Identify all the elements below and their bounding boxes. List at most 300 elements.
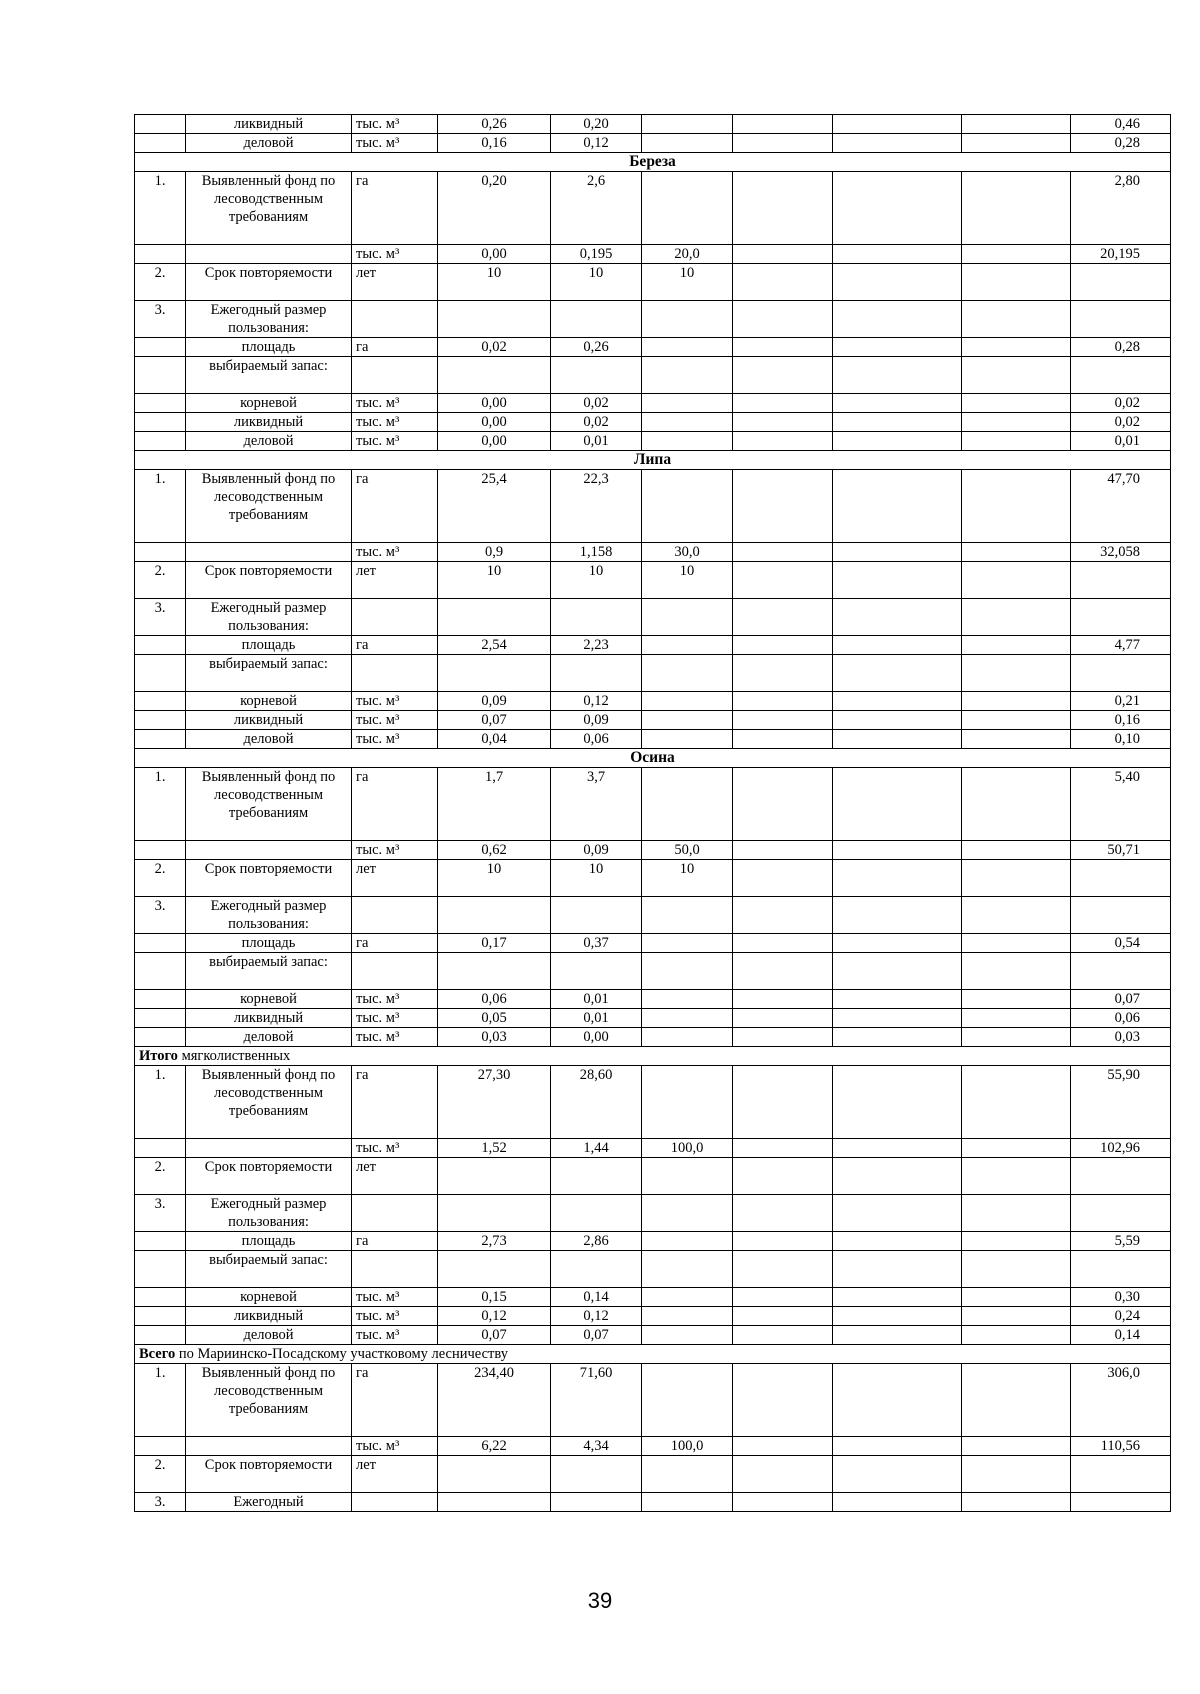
table-cell: ликвидный [186,711,352,730]
table-cell [962,413,1071,432]
table-cell: тыс. м³ [352,1288,438,1307]
table-cell [438,1493,551,1512]
table-cell: 10 [551,860,642,897]
table-cell: 2. [135,1456,186,1493]
table-cell [642,768,733,841]
table-cell [352,897,438,934]
table-cell: Ежегодный размер пользования: [186,599,352,636]
table-cell [962,768,1071,841]
table-cell: 0,01 [551,990,642,1009]
table-cell: 0,24 [1071,1307,1171,1326]
table-cell: 55,90 [1071,1066,1171,1139]
table-cell: корневой [186,990,352,1009]
table-cell: 0,00 [551,1028,642,1047]
table-cell: 0,195 [551,245,642,264]
table-row [135,655,1171,692]
table-cell [833,636,962,655]
table-cell: выбираемый запас: [186,357,352,394]
group-title-rest: мягколиственных [181,1048,291,1064]
table-cell [642,1307,733,1326]
table-cell: выбираемый запас: [186,1251,352,1288]
table-cell [962,636,1071,655]
table-cell [642,413,733,432]
table-row [135,1009,1171,1028]
table-cell: лет [352,562,438,599]
table-cell [135,413,186,432]
table-cell [962,394,1071,413]
table-cell [733,1456,833,1493]
table-cell [438,953,551,990]
table-cell: 2,86 [551,1232,642,1251]
table-cell [733,990,833,1009]
table-row [135,636,1171,655]
table-cell [833,953,962,990]
table-cell: 0,16 [1071,711,1171,730]
table-cell [962,1437,1071,1456]
table-cell: тыс. м³ [352,730,438,749]
table-cell [733,1288,833,1307]
table-cell: га [352,1066,438,1139]
table-cell: Срок повторяемости [186,1456,352,1493]
table-cell: 0,26 [551,338,642,357]
table-cell [551,301,642,338]
table-cell [135,134,186,153]
table-cell: 234,40 [438,1364,551,1437]
table-cell [833,172,962,245]
table-cell: 0,01 [551,1009,642,1028]
table-cell [962,730,1071,749]
table-row [135,990,1171,1009]
table-cell: тыс. м³ [352,1326,438,1345]
table-cell: 3. [135,1493,186,1512]
table-row [135,953,1171,990]
table-cell: 1,52 [438,1139,551,1158]
table-cell: 0,07 [438,1326,551,1345]
table-cell: корневой [186,692,352,711]
table-row [135,1139,1171,1158]
table-cell [1071,1195,1171,1232]
table-cell [642,1195,733,1232]
table-cell [551,655,642,692]
section-title: Осина [135,749,1171,768]
table-cell [962,1066,1071,1139]
table-cell [135,1139,186,1158]
table-cell: 0,06 [438,990,551,1009]
table-cell [962,1493,1071,1512]
table-cell: 0,00 [438,413,551,432]
group-title [135,1345,1171,1364]
table-cell [733,1251,833,1288]
table-cell [352,1251,438,1288]
table-cell: тыс. м³ [352,841,438,860]
table-cell [833,1307,962,1326]
table-cell [438,357,551,394]
table-cell [733,692,833,711]
table-cell: 0,10 [1071,730,1171,749]
table-cell [833,134,962,153]
table-cell: 3. [135,897,186,934]
table-cell: 30,0 [642,543,733,562]
table-cell [733,1364,833,1437]
table-cell: 0,26 [438,115,551,134]
table-cell [733,841,833,860]
table-cell [833,990,962,1009]
table-cell [642,599,733,636]
table-cell [551,953,642,990]
forest-use-table [134,114,1171,1512]
table-cell [962,1288,1071,1307]
table-cell: 0,01 [551,432,642,451]
table-row [135,841,1171,860]
table-cell [186,543,352,562]
table-body [135,115,1171,1512]
table-cell: 71,60 [551,1364,642,1437]
table-cell: Выявленный фонд по лесоводственным требованиям [186,1066,352,1139]
group-title-bold: Всего [139,1346,176,1362]
table-cell [1071,953,1171,990]
table-cell [733,711,833,730]
table-cell: 0,14 [551,1288,642,1307]
table-cell: 0,30 [1071,1288,1171,1307]
page-number: 39 [587,1588,613,1613]
table-cell: 2. [135,860,186,897]
table-cell [438,897,551,934]
table-cell [1071,1158,1171,1195]
table-cell [962,470,1071,543]
table-row [135,897,1171,934]
table-cell [438,655,551,692]
table-cell [642,1009,733,1028]
table-cell [551,1251,642,1288]
table-cell [642,432,733,451]
table-cell [1071,357,1171,394]
section-header-row [135,451,1171,470]
table-cell [733,470,833,543]
table-cell [1071,897,1171,934]
table-cell: тыс. м³ [352,432,438,451]
table-cell: 50,71 [1071,841,1171,860]
table-cell [642,394,733,413]
table-cell: 10 [438,264,551,301]
table-cell: 3. [135,301,186,338]
table-cell [833,768,962,841]
table-cell: га [352,338,438,357]
table-cell [962,1028,1071,1047]
table-cell [962,953,1071,990]
table-cell: 0,46 [1071,115,1171,134]
table-cell [135,1028,186,1047]
table-cell [833,711,962,730]
table-cell [135,655,186,692]
table-cell: 1,158 [551,543,642,562]
table-cell [1071,264,1171,301]
table-cell [642,172,733,245]
table-cell [733,599,833,636]
table-cell: деловой [186,1326,352,1345]
table-cell: 2,6 [551,172,642,245]
table-cell [833,599,962,636]
table-cell [833,413,962,432]
table-cell: 2. [135,1158,186,1195]
table-cell [962,1251,1071,1288]
table-cell: корневой [186,1288,352,1307]
table-cell [962,1195,1071,1232]
table-cell [833,1493,962,1512]
table-cell: тыс. м³ [352,1307,438,1326]
table-cell: 1,7 [438,768,551,841]
table-cell: деловой [186,134,352,153]
table-cell: площадь [186,1232,352,1251]
table-cell [438,1251,551,1288]
table-cell [551,599,642,636]
table-cell [642,338,733,357]
table-cell [833,357,962,394]
table-cell: ликвидный [186,115,352,134]
table-cell: тыс. м³ [352,413,438,432]
table-cell [733,134,833,153]
table-cell [135,730,186,749]
group-header-row [135,1047,1171,1066]
table-cell [733,115,833,134]
table-cell [642,897,733,934]
table-cell: 0,02 [551,394,642,413]
table-cell: 2,73 [438,1232,551,1251]
table-cell [833,1364,962,1437]
section-title: Липа [135,451,1171,470]
table-cell: 0,21 [1071,692,1171,711]
table-cell [733,394,833,413]
table-cell: корневой [186,394,352,413]
table-cell: га [352,1232,438,1251]
table-cell [186,841,352,860]
table-cell: 1. [135,768,186,841]
table-cell: 0,00 [438,245,551,264]
table-cell: Ежегодный [186,1493,352,1512]
table-cell [135,1288,186,1307]
table-cell [962,1158,1071,1195]
table-row [135,1251,1171,1288]
table-cell [833,394,962,413]
table-cell: 10 [642,860,733,897]
table-cell [733,562,833,599]
table-cell [642,1251,733,1288]
table-cell: 0,07 [1071,990,1171,1009]
table-cell [1071,599,1171,636]
table-cell [962,357,1071,394]
table-cell: тыс. м³ [352,692,438,711]
table-cell [833,860,962,897]
table-row [135,1195,1171,1232]
table-cell [551,1456,642,1493]
table-cell: выбираемый запас: [186,655,352,692]
table-cell [551,357,642,394]
table-cell: тыс. м³ [352,1437,438,1456]
table-cell: 20,195 [1071,245,1171,264]
table-cell: 0,15 [438,1288,551,1307]
table-cell: 0,02 [1071,413,1171,432]
section-header-row [135,749,1171,768]
table-cell [135,1326,186,1345]
table-cell: 0,07 [438,711,551,730]
table-cell [962,692,1071,711]
table-cell [135,1232,186,1251]
table-cell [733,172,833,245]
table-cell [352,1195,438,1232]
table-cell [962,1009,1071,1028]
table-cell: ликвидный [186,1307,352,1326]
table-cell [135,543,186,562]
table-cell [186,1139,352,1158]
table-cell: 6,22 [438,1437,551,1456]
table-cell [642,655,733,692]
table-cell [733,1066,833,1139]
table-row [135,1232,1171,1251]
table-cell [438,599,551,636]
table-cell [642,1326,733,1345]
table-cell: 0,09 [551,841,642,860]
table-row [135,692,1171,711]
table-cell: га [352,768,438,841]
table-cell: 2. [135,562,186,599]
table-cell [833,1437,962,1456]
table-cell [962,245,1071,264]
table-cell [833,655,962,692]
table-cell: 102,96 [1071,1139,1171,1158]
table-cell: выбираемый запас: [186,953,352,990]
table-row [135,1456,1171,1493]
table-cell: 10 [551,264,642,301]
table-cell: 10 [551,562,642,599]
table-cell: тыс. м³ [352,134,438,153]
table-cell: га [352,172,438,245]
table-cell [962,1139,1071,1158]
table-row [135,245,1171,264]
table-row [135,934,1171,953]
table-cell [833,1139,962,1158]
section-header-row [135,153,1171,172]
table-cell [962,934,1071,953]
table-cell [642,1456,733,1493]
table-cell: 0,03 [1071,1028,1171,1047]
table-cell: 1. [135,1364,186,1437]
table-cell: тыс. м³ [352,543,438,562]
table-cell: 4,34 [551,1437,642,1456]
table-cell [833,543,962,562]
table-cell: деловой [186,730,352,749]
table-cell: 0,28 [1071,338,1171,357]
table-row [135,543,1171,562]
table-cell [733,1195,833,1232]
table-cell [642,1066,733,1139]
table-cell [352,357,438,394]
table-cell [551,1195,642,1232]
table-cell [833,470,962,543]
table-cell: 0,20 [438,172,551,245]
table-cell [962,990,1071,1009]
table-row [135,730,1171,749]
group-title-bold: Итого [139,1048,178,1064]
table-cell: 50,0 [642,841,733,860]
table-cell: 0,00 [438,394,551,413]
table-cell: 1. [135,172,186,245]
table-cell [733,338,833,357]
table-cell [962,301,1071,338]
table-cell [962,432,1071,451]
table-cell: 0,12 [551,692,642,711]
table-cell: 0,09 [551,711,642,730]
table-cell: 25,4 [438,470,551,543]
table-cell [733,730,833,749]
table-cell: 0,20 [551,115,642,134]
table-cell [642,636,733,655]
table-cell [1071,301,1171,338]
table-cell: тыс. м³ [352,1009,438,1028]
table-row [135,599,1171,636]
table-cell [135,1251,186,1288]
group-title-rest: по Мариинско-Посадскому участковому лесничеству [178,1346,508,1362]
table-cell: 1. [135,1066,186,1139]
table-cell: 20,0 [642,245,733,264]
table-cell [733,1158,833,1195]
table-cell [833,1195,962,1232]
table-cell: 0,07 [551,1326,642,1345]
table-cell [833,432,962,451]
table-cell: лет [352,264,438,301]
table-cell: 0,04 [438,730,551,749]
table-cell [833,897,962,934]
table-cell: 22,3 [551,470,642,543]
table-cell [642,990,733,1009]
table-cell [833,301,962,338]
table-cell [135,841,186,860]
table-cell [352,301,438,338]
table-cell: 0,62 [438,841,551,860]
table-cell [642,1028,733,1047]
table-cell [135,934,186,953]
table-cell [642,470,733,543]
table-cell [962,264,1071,301]
table-cell [733,357,833,394]
table-cell [833,692,962,711]
table-cell [1071,860,1171,897]
table-cell [733,1009,833,1028]
table-cell: ликвидный [186,413,352,432]
table-cell [833,1158,962,1195]
table-row [135,1288,1171,1307]
table-cell [642,301,733,338]
table-cell: 10 [642,562,733,599]
table-cell: 2,80 [1071,172,1171,245]
table-cell: деловой [186,432,352,451]
table-cell: 100,0 [642,1139,733,1158]
table-cell: га [352,934,438,953]
table-cell: 5,59 [1071,1232,1171,1251]
table-row [135,711,1171,730]
table-cell [438,1195,551,1232]
table-cell: 0,01 [1071,432,1171,451]
table-cell [733,897,833,934]
table-cell [642,134,733,153]
table-cell: тыс. м³ [352,394,438,413]
table-cell: 0,02 [438,338,551,357]
table-cell [642,730,733,749]
table-cell [733,1307,833,1326]
table-cell: Срок повторяемости [186,562,352,599]
table-cell [135,711,186,730]
table-cell: лет [352,860,438,897]
table-cell: тыс. м³ [352,245,438,264]
table-cell: 10 [438,860,551,897]
